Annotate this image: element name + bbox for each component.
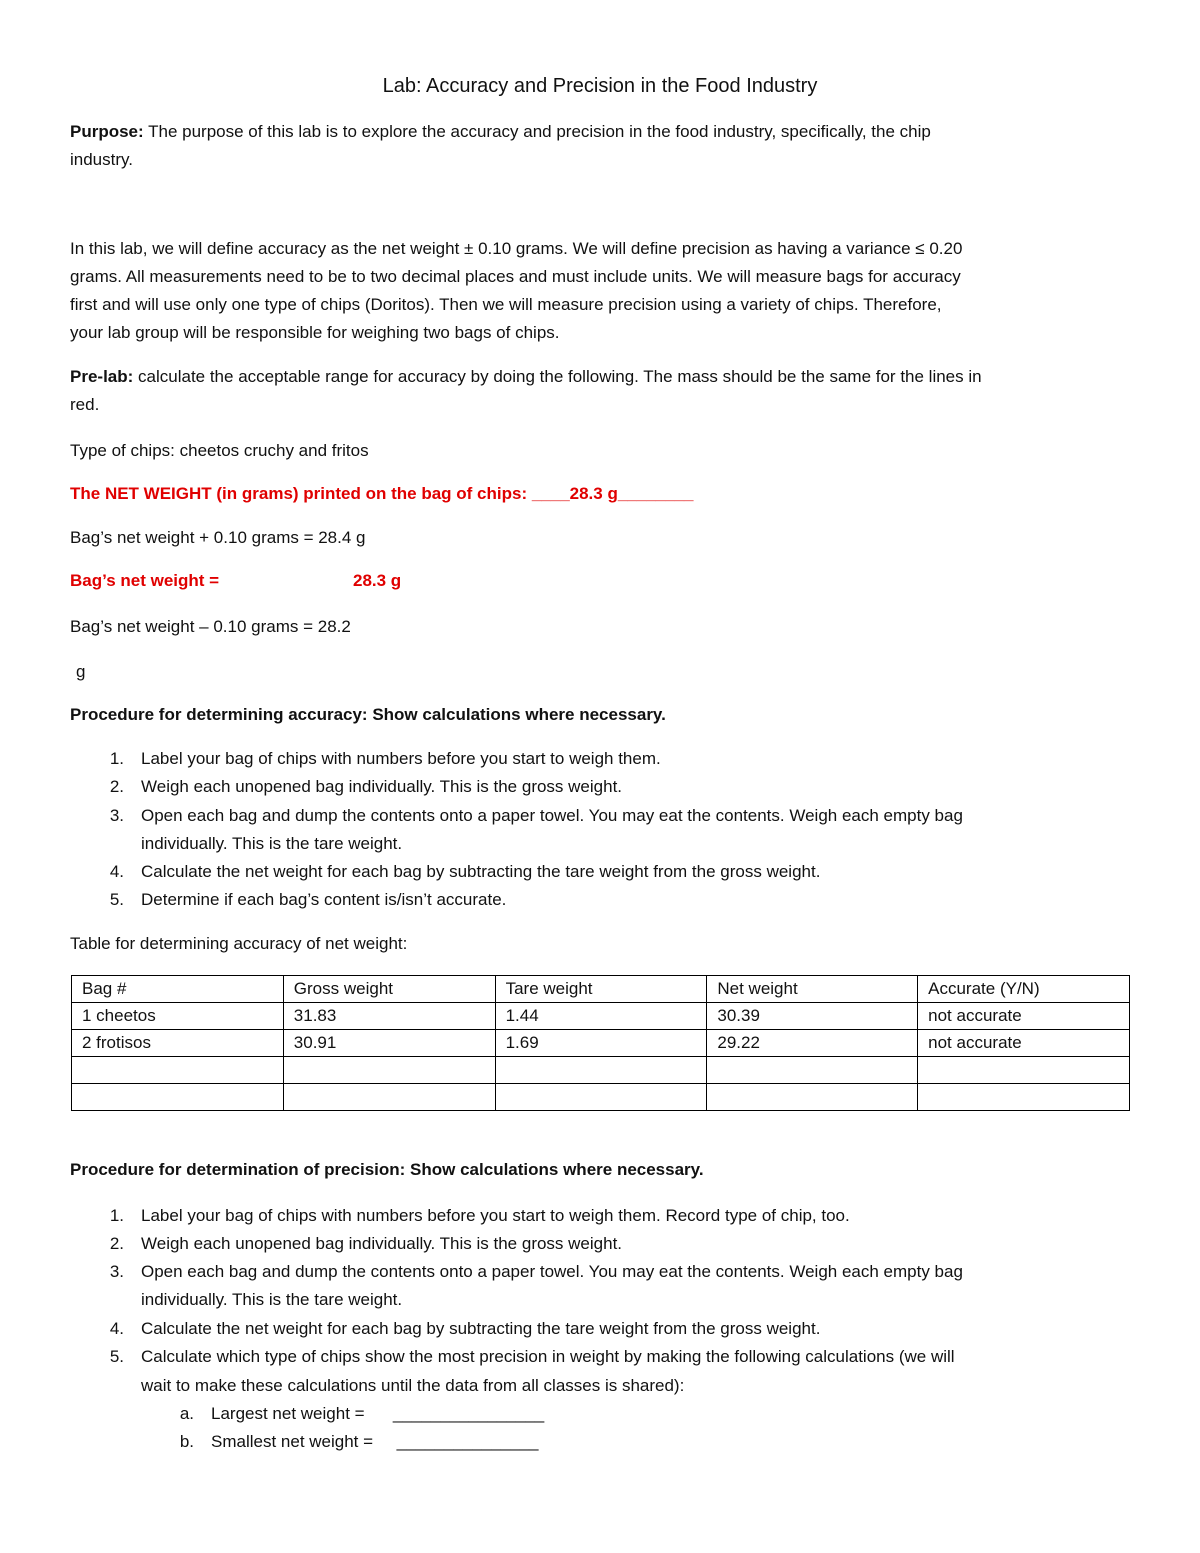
prelab-paragraph xyxy=(70,363,982,391)
intro-line-4: your lab group will be responsible for weighing two bags of chips. xyxy=(70,323,560,342)
table-row xyxy=(72,1084,1130,1111)
table-cell: 2 frotisos xyxy=(72,1030,284,1057)
net-weight-plus: Bag’s net weight + 0.10 grams = 28.4 g xyxy=(70,528,366,547)
prelab-text-cont: red. xyxy=(70,395,100,414)
net-weight-minus-unit: g xyxy=(76,662,86,681)
accuracy-table xyxy=(71,975,1130,1111)
table-cell xyxy=(72,1084,284,1111)
table-header-cell: Tare weight xyxy=(495,976,707,1003)
prelab-text: calculate the acceptable range for accuracy by doing the following. The mass should be the same for the lines in xyxy=(133,367,982,386)
table-cell xyxy=(495,1057,707,1084)
purpose-text-cont: industry. xyxy=(70,150,133,169)
table-cell: 31.83 xyxy=(283,1003,495,1030)
table-cell xyxy=(918,1057,1130,1084)
table-cell xyxy=(495,1084,707,1111)
document-page: Lab: Accuracy and Precision in the Food Industry Purpose: The purpose of this lab is to explore the accuracy and precision in the food industry, specifically, the chip industry. In this lab, we will define accuracy as the net weight ± 0.10 grams. We will define precision as having a variance ≤ 0.20 grams. All measurements need to be to two decimal places and must include units. We will measure bags for accuracy first and will use only one type of chips (Doritos). Then we will measure precision using a variety of chips. Therefore, your lab group will be responsible for weighing two bags of chips. Pre-lab: calculate the acceptable range for accuracy by doing the following. The mass should be the same for the lines in red. Type of chips: cheetos cruchy and fritos The NET WEIGHT (in grams) printed on the bag of chips: ____28.3 g________ Bag’s net weight + 0.10 grams = 28.4 g Bag’s net weight = 28.3 g Bag’s net weight – 0.10 grams = 28.2 g Procedure for determining accuracy: Show calculations where necessary. 1. Label your bag of chips with numbers before you start to weigh them. 2. Weigh each unopened bag individually. This is the gross weight. 3. Open each bag and dump the contents onto a paper towel. You may eat the contents. Weigh each empty bag individually. This is the tare weight. 4. Calculate the net weight for each bag by subtracting the tare weight from the gross weight. 5. Determine if each bag’s content is/isn’t accurate. Table for determining accuracy of net weight: Bag # Gross weight Tare weight Net weight Accurate (Y/N) 1 cheetos 31.83 1.44 30.39 not accurate 2 frotisos 30.91 1.69 29.22 not accurate Procedure for determination of precision: Show calculations where necessary. 1. Label your bag of chips with numbers before you start to weigh them. Record type of chip, too. 2. Weigh each unopened bag individually. This is the gross weight. 3. Open each bag and dump the contents onto a paper towel. You may eat the contents. Weigh each empty bag individually. This is the tare weight. 4. Calculate the net weight for each bag by subtracting the tare weight from the gross weight. 5. Calculate which type of chips show the most precision in weight by making the following calculations (we will wait to make these calculations until the data from all classes is shared): a. Largest net weight = ________________ b. Smallest net weight = _______________ xyxy=(0,0,1200,1553)
table-cell xyxy=(707,1057,918,1084)
table-header-cell: Accurate (Y/N) xyxy=(918,976,1130,1003)
table-cell: 29.22 xyxy=(707,1030,918,1057)
accuracy-heading: Procedure for determining accuracy: Show calculations where necessary. xyxy=(70,705,666,724)
purpose-paragraph xyxy=(70,118,931,146)
table-header-cell: Bag # xyxy=(72,976,284,1003)
table-row xyxy=(72,1030,1130,1057)
table-cell: not accurate xyxy=(918,1030,1130,1057)
table-header-cell: Net weight xyxy=(707,976,918,1003)
intro-line-1: In this lab, we will define accuracy as the net weight ± 0.10 grams. We will define precision as having a variance ≤ 0.20 xyxy=(70,239,963,258)
table-caption: Table for determining accuracy of net weight: xyxy=(70,934,408,953)
table-cell xyxy=(72,1057,284,1084)
precision-heading: Procedure for determination of precision: Show calculations where necessary. xyxy=(70,1160,704,1179)
table-cell: not accurate xyxy=(918,1003,1130,1030)
prelab-label: Pre-lab: xyxy=(70,367,134,386)
intro-line-2: grams. All measurements need to be to two decimal places and must include units. We will measure bags for accuracy xyxy=(70,267,961,286)
intro-line-3: first and will use only one type of chips (Doritos). Then we will measure precision using a variety of chips. Therefore, xyxy=(70,295,942,314)
table-cell: 1.69 xyxy=(495,1030,707,1057)
net-weight-value: 28.3 g xyxy=(353,571,402,590)
table-row xyxy=(72,1057,1130,1084)
table-cell: 1.44 xyxy=(495,1003,707,1030)
purpose-text: The purpose of this lab is to explore the accuracy and precision in the food industry, specifically, the chip xyxy=(143,122,931,141)
net-weight-label: Bag’s net weight = xyxy=(70,571,220,590)
table-cell xyxy=(707,1084,918,1111)
table-header-row xyxy=(72,976,1130,1003)
table-cell: 30.91 xyxy=(283,1030,495,1057)
chip-type: Type of chips: cheetos cruchy and fritos xyxy=(70,441,369,460)
page-title: Lab: Accuracy and Precision in the Food Industry xyxy=(382,75,818,97)
net-weight-printed: The NET WEIGHT (in grams) printed on the bag of chips: ____28.3 g________ xyxy=(70,484,694,503)
table-cell: 1 cheetos xyxy=(72,1003,284,1030)
net-weight-minus: Bag’s net weight – 0.10 grams = 28.2 xyxy=(70,617,351,636)
table-cell xyxy=(283,1057,495,1084)
table-cell xyxy=(283,1084,495,1111)
table-cell xyxy=(918,1084,1130,1111)
table-cell: 30.39 xyxy=(707,1003,918,1030)
table-header-cell: Gross weight xyxy=(283,976,495,1003)
table-row xyxy=(72,1003,1130,1030)
purpose-label: Purpose: xyxy=(70,122,144,141)
